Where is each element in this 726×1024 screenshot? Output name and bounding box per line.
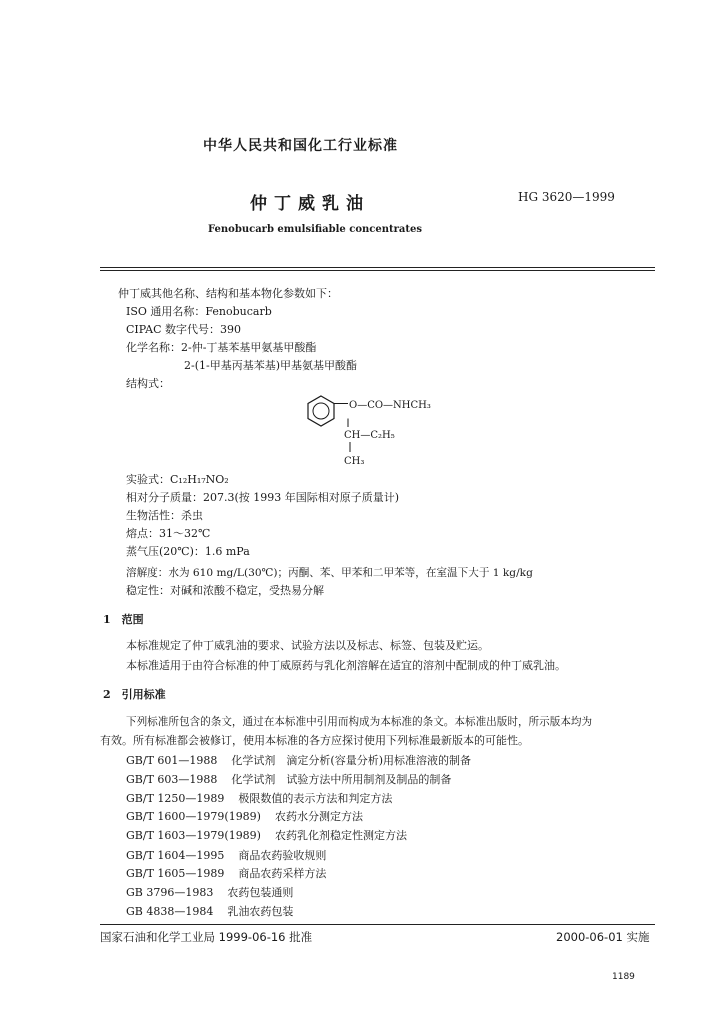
standard-title: 仲丁威乳油	[250, 194, 370, 214]
section-1-para-1: 本标准规定了仲丁威乳油的要求、试验方法以及标志、标签、包装及贮运。	[126, 639, 489, 652]
solubility: 溶解度：水为 610 mg/L(30℃)；丙酮、苯、甲苯和二甲苯等，在室温下大于 1 kg/kg	[126, 567, 533, 579]
chemical-name-2: 2-(1-甲基丙基苯基)甲基氨基甲酸酯	[184, 359, 358, 372]
reference-code: GB/T 601—1988	[126, 754, 218, 767]
reference-item	[126, 867, 326, 881]
stability: 稳定性：对碱和浓酸不稳定，受热易分解	[126, 584, 324, 597]
empirical-formula: 实验式：C₁₂H₁₇NO₂	[126, 473, 229, 486]
properties-intro: 仲丁威其他名称、结构和基本物化参数如下：	[118, 287, 338, 300]
melting-point: 熔点：31～32℃	[126, 527, 211, 540]
standard-code: HG 3620—1999	[518, 190, 615, 204]
page-number: 1189	[612, 972, 635, 982]
bottom-rule	[100, 924, 655, 925]
vapor-pressure: 蒸气压(20℃)：1.6 mPa	[126, 545, 250, 558]
reference-code: GB 3796—1983	[126, 886, 214, 899]
reference-item	[126, 849, 326, 863]
reference-title: 乳油农药包装	[227, 905, 294, 918]
iso-name: ISO 通用名称：Fenobucarb	[126, 305, 272, 318]
benzene-ring-icon	[308, 396, 334, 426]
reference-item	[126, 754, 471, 768]
cipac-code: CIPAC 数字代号：390	[126, 323, 242, 336]
reference-code: GB 4838—1984	[126, 905, 214, 918]
reference-title: 农药乳化剂稳定性测定方法	[274, 829, 407, 842]
reference-item	[126, 886, 293, 900]
section-1-heading: 1 范围	[103, 613, 144, 626]
molar-mass: 相对分子质量：207.3(按 1993 年国际相对原子质量计)	[126, 491, 400, 504]
formula-bottom: CH₃	[344, 456, 365, 467]
section-2-para-line-2: 有效。所有标准都会被修订，使用本标准的各方应探讨使用下列标准最新版本的可能性。	[100, 734, 529, 747]
org-title: 中华人民共和国化工行业标准	[203, 138, 398, 154]
reference-title: 化学试剂 滴定分析(容量分析)用标准溶液的制备	[231, 754, 471, 767]
top-rule	[100, 267, 655, 268]
approval-line: 国家石油和化学工业局 1999-06-16 批准	[100, 930, 313, 944]
reference-item	[126, 905, 293, 919]
reference-item	[126, 829, 407, 843]
reference-code: GB/T 1250—1989	[126, 792, 225, 805]
formula-top-chain: O—CO—NHCH₃	[349, 400, 431, 411]
chemical-name-1: 化学名称：2-仲-丁基苯基甲氨基甲酸酯	[126, 341, 317, 354]
reference-item	[126, 773, 451, 787]
english-title: Fenobucarb emulsifiable concentrates	[208, 224, 422, 235]
reference-title: 极限数值的表示方法和判定方法	[238, 792, 393, 805]
reference-code: GB/T 1605—1989	[126, 867, 225, 880]
effective-date: 2000-06-01 实施	[556, 930, 650, 944]
reference-code: GB/T 1600—1979(1989)	[126, 810, 261, 823]
reference-title: 农药水分测定方法	[274, 810, 363, 823]
reference-title: 商品农药验收规则	[238, 849, 327, 862]
formula-mid-chain: CH—C₂H₅	[344, 430, 395, 441]
section-1-para-2: 本标准适用于由符合标准的仲丁威原药与乳化剂溶解在适宜的溶剂中配制成的仲丁威乳油。	[126, 659, 566, 672]
reference-code: GB/T 1604—1995	[126, 849, 225, 862]
section-2-para-line-1: 下列标准所包含的条文，通过在本标准中引用而构成为本标准的条文。本标准出版时，所示版本均为	[126, 716, 593, 728]
reference-item	[126, 810, 363, 824]
structural-formula	[300, 390, 470, 470]
top-rule-thin	[100, 270, 655, 271]
reference-title: 商品农药采样方法	[238, 867, 327, 880]
section-2-heading: 2 引用标准	[103, 688, 166, 701]
reference-title: 农药包装通则	[227, 886, 294, 899]
reference-code: GB/T 603—1988	[126, 773, 218, 786]
biological-activity: 生物活性：杀虫	[126, 509, 203, 522]
reference-title: 化学试剂 试验方法中所用制剂及制品的制备	[231, 773, 452, 786]
structure-label: 结构式：	[126, 377, 170, 390]
reference-code: GB/T 1603—1979(1989)	[126, 829, 261, 842]
reference-item	[126, 792, 392, 806]
